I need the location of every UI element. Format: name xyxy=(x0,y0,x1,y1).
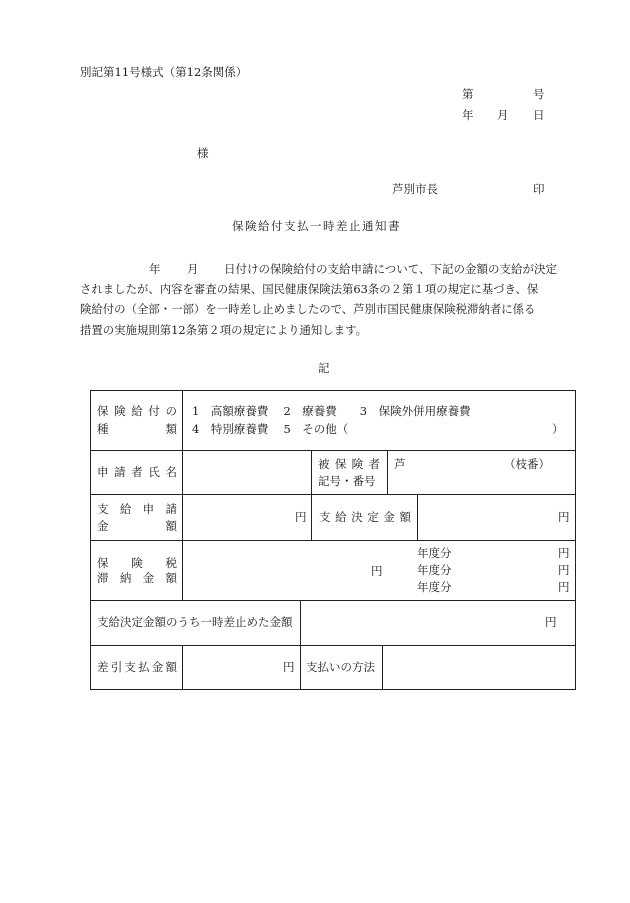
issuer-name: 芦別市長 xyxy=(392,182,438,196)
applied-amount-label-top: 支 給 申 請 xyxy=(97,502,177,516)
body-line-1: 日付けの保険給付の支給申請について、下記の金額の支給が決定 xyxy=(224,262,558,276)
benefit-options-line-1: 1 高額療養費 2 療養費 3 保険外併用療養費 xyxy=(192,404,471,418)
benefit-type-label-bottom: 種 類 xyxy=(97,422,177,436)
date-year: 年 xyxy=(462,108,474,122)
body-line-2: されましたが、内容を審査の結果、国民健康保険法第63条の２第１項の規定に基づき、保 xyxy=(80,282,539,296)
insured-label-top: 被 保 険 者 xyxy=(318,457,380,471)
number-dai: 第 xyxy=(462,87,474,101)
number-go: 号 xyxy=(533,87,545,101)
detail-table xyxy=(90,390,576,690)
document-title: 保険給付支払一時差止通知書 xyxy=(232,219,401,233)
applicant-name-label: 申 請 者 氏 名 xyxy=(97,465,177,479)
date-day: 日 xyxy=(533,108,545,122)
applied-amount-label-bottom: 金 額 xyxy=(97,519,177,533)
payment-method-label: 支払いの方法 xyxy=(306,660,375,674)
fiscal-year-3-yen: 円 xyxy=(558,580,570,594)
fiscal-year-1: 年度分 xyxy=(417,546,452,560)
branch-number-label: （枝番） xyxy=(504,457,550,471)
form-reference: 別記第11号様式（第12条関係） xyxy=(80,65,248,79)
body-month: 月 xyxy=(187,262,199,276)
decided-amount-label: 支 給 決 定 金 額 xyxy=(319,510,411,524)
insured-number-prefix: 芦 xyxy=(394,457,406,471)
issuer-seal: 印 xyxy=(533,182,545,196)
net-payment-yen: 円 xyxy=(283,660,295,674)
applied-amount-yen: 円 xyxy=(295,510,307,524)
addressee-sama: 様 xyxy=(197,146,209,160)
body-line-4: 措置の実施規則第12条第２項の規定により通知します。 xyxy=(80,323,367,337)
withheld-amount-yen: 円 xyxy=(545,615,557,629)
ki-marker: 記 xyxy=(318,361,330,375)
date-month: 月 xyxy=(497,108,509,122)
body-line-3: 険給付の（全部・一部）を一時差し止めましたので、芦別市国民健康保険税滞納者に係る xyxy=(80,302,536,316)
tax-arrears-label-bottom: 滞 納 金 額 xyxy=(97,571,177,585)
insured-label-bottom: 記号・番号 xyxy=(318,474,376,488)
fiscal-year-3: 年度分 xyxy=(417,580,452,594)
body-year: 年 xyxy=(149,262,161,276)
benefit-other-close-paren: ） xyxy=(552,422,564,436)
tax-arrears-total-yen: 円 xyxy=(371,564,383,578)
net-payment-label: 差 引 支 払 金 額 xyxy=(97,660,177,674)
benefit-options-line-2: 4 特別療養費 5 その他（ xyxy=(192,422,349,436)
fiscal-year-2: 年度分 xyxy=(417,563,452,577)
benefit-type-label-top: 保 険 給 付 の xyxy=(97,404,177,418)
fiscal-year-1-yen: 円 xyxy=(558,546,570,560)
decided-amount-yen: 円 xyxy=(558,510,570,524)
tax-arrears-label-top: 保 険 税 xyxy=(97,556,177,570)
fiscal-year-2-yen: 円 xyxy=(558,563,570,577)
withheld-amount-label: 支給決定金額のうち一時差止めた金額 xyxy=(97,615,293,629)
